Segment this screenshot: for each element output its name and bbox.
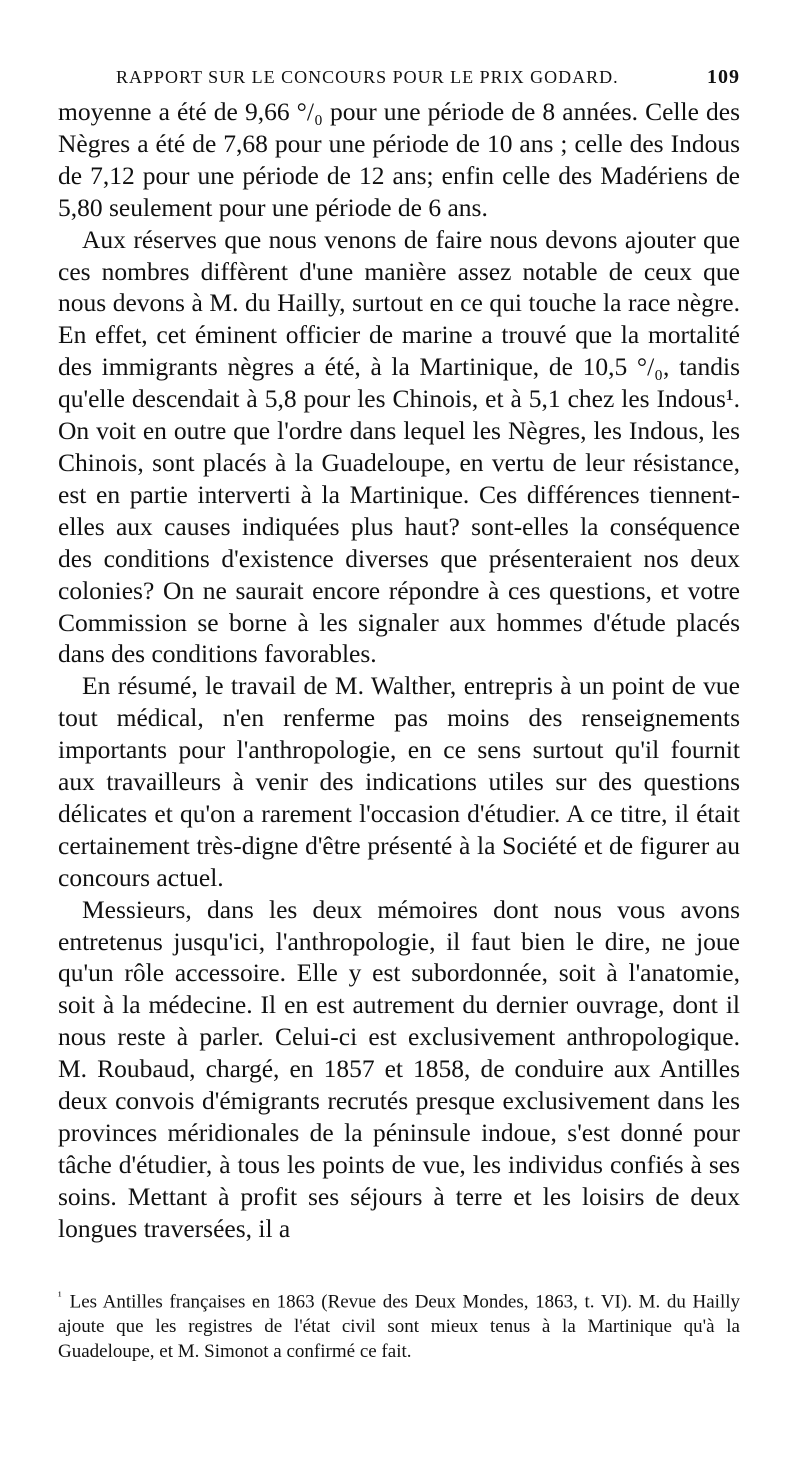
footnote-text: Les Antilles françaises en 1863 (Revue des Deux Mondes, 1863, t. VI). M. du Hailly ajoute que les registres de l'état civil sont mieux tenus à la Martinique qu'à la Guadeloupe, et M. Simonot a confirmé ce fait. bbox=[58, 1291, 740, 1363]
paragraph-2: Aux réserves que nous venons de faire nous devons ajouter que ces nombres diffèrent d'une manière assez notable de ceux que nous devons à M. du Hailly, surtout en ce qui touche la race nègre. En effet, cet éminent officier de marine a trouvé que la mortalité des immigrants nègres a été, à la Martinique, de 10,5 °/₀, tandis qu'elle descendait à 5,8 pour les Chinois, et à 5,1 chez les Indous¹. On voit en outre que l'ordre dans lequel les Nègres, les Indous, les Chinois, sont placés à la Guadeloupe, en vertu de leur résistance, est en partie interverti à la Martinique. Ces différences tiennent-elles aux causes indiquées plus haut? sont-elles la conséquence des conditions d'existence diverses que présenteraient nos deux colonies? On ne saurait encore répondre à ces questions, et votre Commission se borne à les signaler aux hommes d'étude placés dans des conditions favorables. bbox=[58, 224, 740, 669]
paragraph-1: moyenne a été de 9,66 °/₀ pour une période de 8 années. Celle des Nègres a été de 7,68 pour une période de 10 ans ; celle des Indous de 7,12 pour une période de 12 ans; enfin celle des Madériens de 5,80 seulement pour une période de 6 ans. bbox=[58, 97, 740, 222]
page bbox=[58, 66, 740, 1245]
footnote bbox=[58, 1284, 740, 1364]
paragraph-3: En résumé, le travail de M. Walther, entrepris à un point de vue tout médical, n'en renferme pas moins des renseignements importants pour l'anthropologie, en ce sens surtout qu'il fournit aux travailleurs à venir des indications utiles sur des questions délicates et qu'on a rarement l'occasion d'étudier. A ce titre, il était certainement très-digne d'être présenté à la Société et de figurer au concours actuel. bbox=[58, 671, 740, 892]
body-text bbox=[58, 96, 740, 1245]
paragraph-4: Messieurs, dans les deux mémoires dont nous vous avons entretenus jusqu'ici, l'anthropologie, il faut bien le dire, ne joue qu'un rôle accessoire. Elle y est subordonnée, soit à l'anatomie, soit à la médecine. Il en est autrement du dernier ouvrage, dont il nous reste à parler. Celui-ci est exclusivement anthropologique. M. Roubaud, chargé, en 1857 et 1858, de conduire aux Antilles deux convois d'émigrants recrutés presque exclusivement dans les provinces méridionales de la péninsule indoue, s'est donné pour tâche d'étudier, à tous les points de vue, les individus confiés à ses soins. Mettant à profit ses séjours à terre et les loisirs de deux longues traversées, il a bbox=[58, 894, 740, 1243]
footnote-marker: ¹ bbox=[58, 1289, 62, 1303]
page-number: 109 bbox=[707, 66, 740, 88]
running-header bbox=[58, 66, 740, 96]
running-title: RAPPORT SUR LE CONCOURS POUR LE PRIX GODARD. bbox=[116, 67, 619, 87]
